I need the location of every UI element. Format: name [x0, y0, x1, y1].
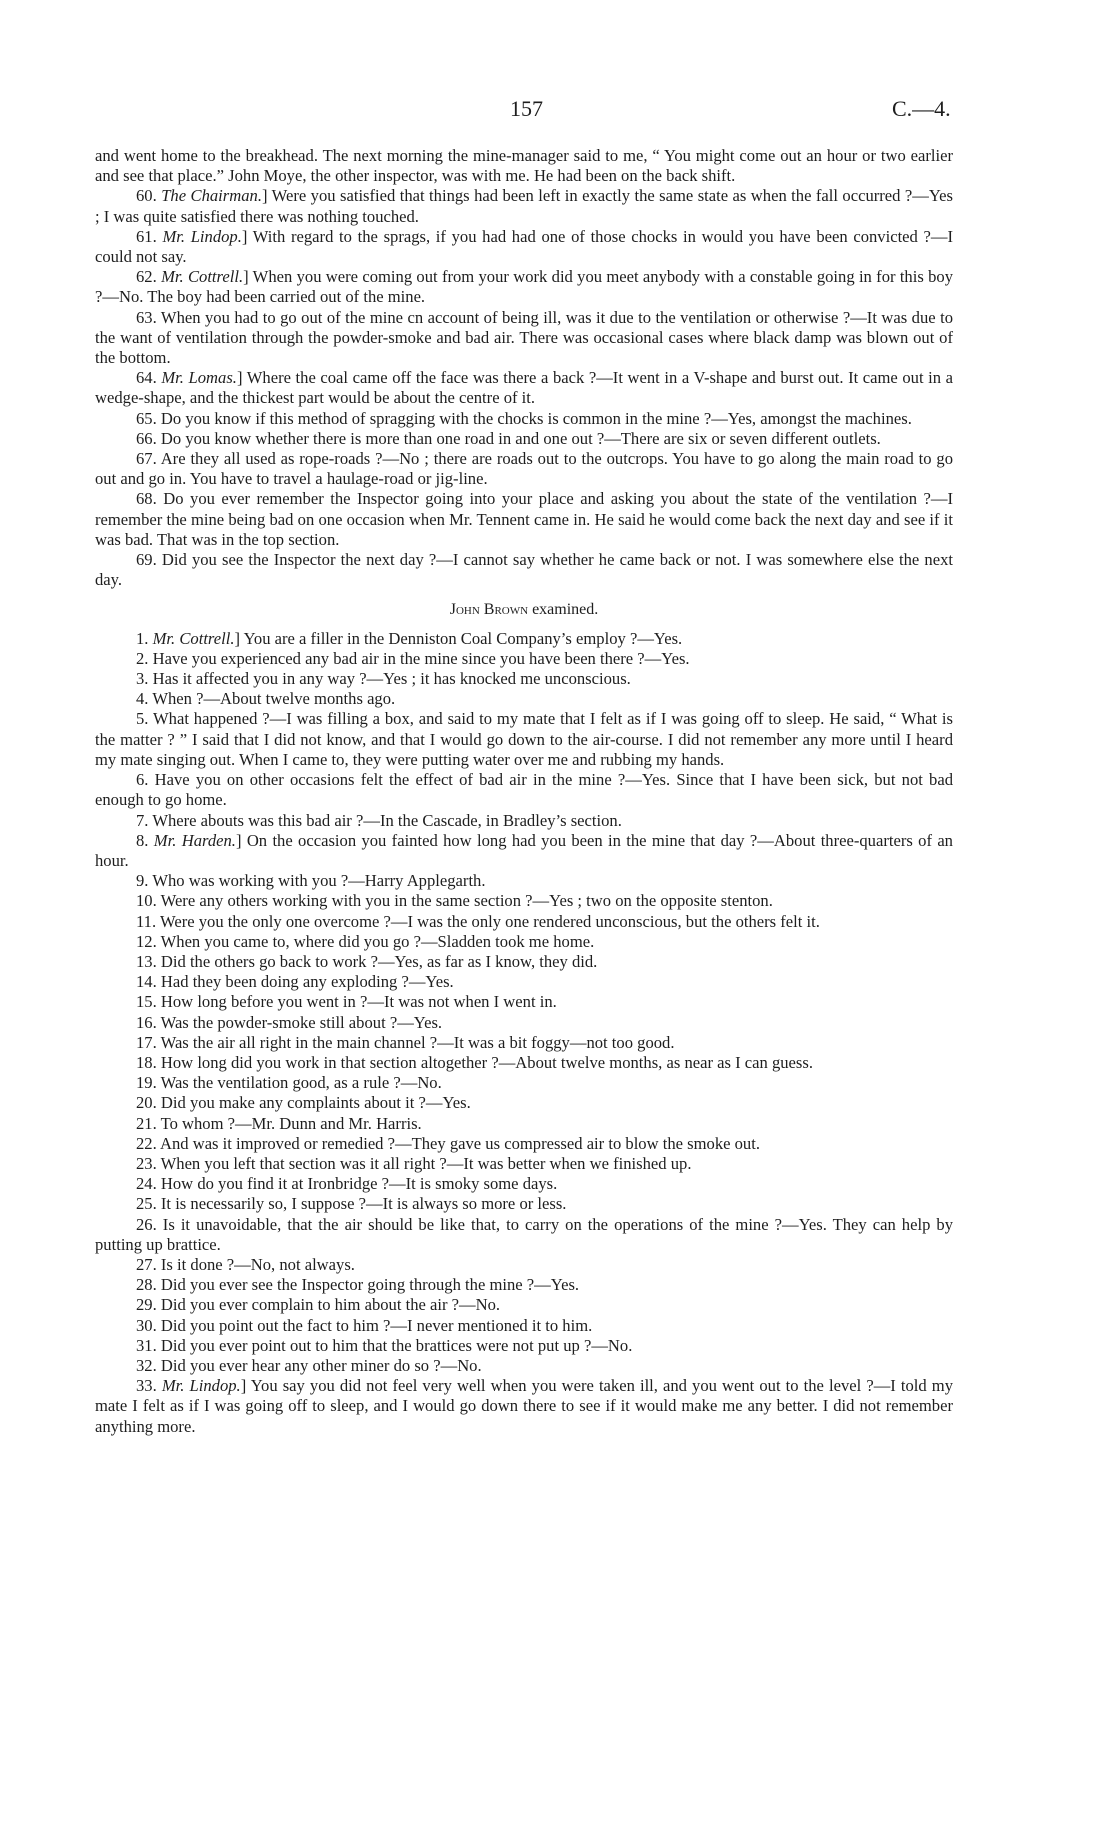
- question-paragraph: 33. Mr. Lindop.] You say you did not feel very well when you were taken ill, and you went out to the level ?—I told my mate I felt as if I was going off to sleep, and I would go down there to see if it would make me any better. I did not remember anything more.: [95, 1376, 954, 1436]
- body-text: [95, 146, 953, 1437]
- question-paragraph: [95, 409, 953, 429]
- question-text: How long did you work in that section altogether ?—About twelve months, as near as I can guess.: [160, 1052, 813, 1072]
- question-paragraph: [95, 1073, 953, 1093]
- question-paragraph: [95, 649, 953, 669]
- question-paragraph: [95, 972, 953, 992]
- speaker-name: The Chairman.: [161, 186, 262, 206]
- question-text: Were you satisfied that things had been left in exactly the same state as when the fall occurred ?—Yes ; I was quite satisfied there was nothing touched.: [95, 186, 954, 226]
- question-number: 10.: [136, 891, 157, 911]
- question-number: 62.: [136, 267, 157, 287]
- question-text: Is it unavoidable, that the air should be like that, to carry on the operations of the mine ?—Yes. They can help by putting up brattice.: [95, 1214, 954, 1254]
- question-paragraph: [95, 1154, 953, 1174]
- question-text: How do you find it at Ironbridge ?—It is smoky some days.: [160, 1174, 558, 1194]
- question-text: Are they all used as rope-roads ?—No ; there are roads out to the outcrops. You have to go along the main road to go out and go in. You have to travel a haulage-road or jig-line.: [95, 449, 953, 489]
- question-text: To whom ?—Mr. Dunn and Mr. Harris.: [160, 1113, 422, 1133]
- question-text: When you left that section was it all right ?—It was better when we finished up.: [160, 1153, 692, 1173]
- witness-suffix: examined.: [532, 601, 599, 619]
- question-paragraph: [95, 1033, 953, 1053]
- question-number: 12.: [136, 931, 157, 951]
- question-paragraph: 8. Mr. Harden.] On the occasion you fainted how long had you been in the mine that day ?—About three-quarters of an hour.: [95, 830, 953, 870]
- page-header: [0, 96, 1114, 126]
- question-paragraph: [95, 1174, 953, 1194]
- question-text: Who was working with you ?—Harry Applegarth.: [152, 871, 486, 891]
- question-number: 61.: [136, 226, 157, 246]
- question-text: Did you ever point out to him that the brattices were not put up ?—No.: [160, 1335, 633, 1355]
- question-number: 63.: [136, 307, 157, 327]
- speaker-name: Mr. Lindop.: [161, 1376, 241, 1396]
- question-paragraph: [95, 709, 953, 770]
- question-paragraph: 62. Mr. Cottrell.] When you were coming out from your work did you meet anybody with a constable going in for this boy ?—No. The boy had been carried out of the mine.: [95, 267, 953, 307]
- question-number: 9.: [136, 871, 149, 891]
- question-text: Do you know if this method of spragging with the chocks is common in the mine ?—Yes, amongst the machines.: [160, 408, 912, 428]
- question-text: Did you ever hear any other miner do so ?—No.: [160, 1355, 482, 1375]
- question-paragraph: [95, 1336, 953, 1356]
- question-number: 25.: [136, 1194, 157, 1214]
- speaker-name: Mr. Lomas.: [161, 368, 237, 388]
- question-number: 3.: [136, 669, 149, 689]
- question-text: Where abouts was this bad air ?—In the Cascade, in Bradley’s section.: [152, 810, 622, 830]
- question-text: Is it done ?—No, not always.: [160, 1254, 355, 1274]
- question-paragraph: [95, 1316, 953, 1336]
- witness-heading: [95, 600, 953, 620]
- question-text: Did you make any complaints about it ?—Yes.: [160, 1093, 471, 1113]
- question-number: 24.: [136, 1174, 157, 1194]
- question-number: 66.: [136, 428, 157, 448]
- question-text: When ?—About twelve months ago.: [152, 689, 396, 709]
- intro-paragraph: and went home to the breakhead. The next morning the mine-manager said to me, “ You might come out an hour or two earlier and see that place.” John Moye, the other inspector, was with me. He had been on the back shift.: [95, 146, 953, 186]
- question-number: 6.: [136, 770, 149, 790]
- question-number: 67.: [136, 449, 157, 469]
- question-paragraph: [95, 689, 953, 709]
- question-paragraph: [95, 1114, 953, 1134]
- speaker-name: Mr. Lindop.: [162, 226, 242, 246]
- question-paragraph: [95, 871, 953, 891]
- question-text: When you were coming out from your work did you meet anybody with a constable going in for this boy ?—No. The boy had been carried out of the mine.: [95, 267, 953, 307]
- question-number: 68.: [136, 489, 157, 509]
- question-paragraph: [95, 1093, 953, 1113]
- question-text: Has it affected you in any way ?—Yes ; it has knocked me unconscious.: [152, 669, 631, 689]
- question-number: 8.: [136, 830, 149, 850]
- question-text: Was the powder-smoke still about ?—Yes.: [160, 1012, 443, 1032]
- question-paragraph: [95, 669, 953, 689]
- question-number: 19.: [136, 1073, 157, 1093]
- question-paragraph: [95, 449, 953, 489]
- question-number: 15.: [136, 992, 157, 1012]
- question-text: Have you experienced any bad air in the mine since you have been there ?—Yes.: [152, 648, 690, 668]
- question-text: Do you know whether there is more than one road in and one out ?—There are six or seven different outlets.: [160, 428, 881, 448]
- question-paragraph: [95, 1356, 953, 1376]
- question-text: Did you point out the fact to him ?—I never mentioned it to him.: [160, 1315, 593, 1335]
- speaker-name: Mr. Harden.: [153, 830, 236, 850]
- question-number: 14.: [136, 972, 157, 992]
- question-text: When you had to go out of the mine cn account of being ill, was it due to the ventilation or otherwise ?—It was due to the want of ventilation through the powder-smoke and bad air. There was occasional cases where black damp was blown out of the bottom.: [95, 307, 953, 368]
- question-number: 17.: [136, 1032, 157, 1052]
- question-text: And was it improved or remedied ?—They gave us compressed air to blow the smoke out.: [159, 1133, 760, 1153]
- question-text: When you came to, where did you go ?—Sladden took me home.: [160, 931, 595, 951]
- question-number: 7.: [136, 810, 149, 830]
- question-paragraph: [95, 550, 953, 590]
- question-paragraph: [95, 1134, 953, 1154]
- first-examination-block: [95, 186, 953, 590]
- question-paragraph: [95, 1295, 953, 1315]
- question-number: 26.: [136, 1214, 157, 1234]
- page-number: 157: [510, 96, 543, 121]
- speaker-name: Mr. Cottrell.: [152, 628, 235, 648]
- question-text: You say you did not feel very well when you were taken ill, and you went out to the level ?—I told my mate I felt as if I was going off to sleep, and I would go down there to see if it would make me any better. I did not remember anything more.: [95, 1376, 954, 1436]
- question-paragraph: [95, 1255, 953, 1275]
- question-text: Were any others working with you in the same section ?—Yes ; two on the opposite stenton.: [160, 891, 773, 911]
- question-number: 20.: [136, 1093, 157, 1113]
- question-number: 69.: [136, 550, 157, 570]
- question-number: 18.: [136, 1052, 157, 1072]
- question-number: 29.: [136, 1295, 157, 1315]
- question-text: Was the air all right in the main channel ?—It was a bit foggy—not too good.: [160, 1032, 675, 1052]
- question-paragraph: [95, 1275, 953, 1295]
- question-number: 4.: [136, 689, 149, 709]
- question-number: 32.: [136, 1355, 157, 1375]
- question-paragraph: 64. Mr. Lomas.] Where the coal came off the face was there a back ?—It went in a V-shape and burst out. It came out in a wedge-shape, and the thickest part would be about the centre of it.: [95, 368, 954, 408]
- question-paragraph: [95, 308, 953, 369]
- document-reference: C.—4.: [892, 96, 951, 121]
- question-number: 30.: [136, 1315, 157, 1335]
- question-paragraph: [95, 992, 953, 1012]
- question-text: It is necessarily so, I suppose ?—It is always so more or less.: [160, 1194, 567, 1214]
- question-paragraph: [95, 952, 953, 972]
- question-text: Had they been doing any exploding ?—Yes.: [160, 972, 454, 992]
- question-number: 2.: [136, 648, 149, 668]
- question-paragraph: [95, 912, 953, 932]
- question-text: With regard to the sprags, if you had had one of those chocks in would you have been convicted ?—I could not say.: [95, 226, 953, 267]
- question-text: Do you ever remember the Inspector going into your place and asking you about the state of the ventilation ?—I remember the mine being bad on one occasion when Mr. Tennent came in. He said he would come back the next day and see if it was bad. That was in the top section.: [95, 489, 953, 549]
- witness-name: John Brown: [449, 601, 529, 619]
- question-text: Where the coal came off the face was there a back ?—It went in a V-shape and burst out. It came out in a wedge-shape, and the thickest part would be about the centre of it.: [95, 368, 954, 408]
- question-text: Did you ever see the Inspector going through the mine ?—Yes.: [160, 1275, 580, 1295]
- question-number: 21.: [136, 1113, 157, 1133]
- question-paragraph: 61. Mr. Lindop.] With regard to the sprags, if you had had one of those chocks in would you have been convicted ?—I could not say.: [95, 226, 953, 267]
- question-text: What happened ?—I was filling a box, and said to my mate that I felt as if I was going off to sleep. He said, “ What is the matter ? ” I said that I did not know, and that I would go down to the air-course. I did not remember any more until I heard my mate singing out. When I came to, they were putting water over me and rubbing my hands.: [95, 709, 953, 769]
- question-number: 5.: [136, 709, 149, 729]
- question-text: Did the others go back to work ?—Yes, as far as I know, they did.: [160, 951, 598, 971]
- question-number: 27.: [136, 1254, 157, 1274]
- question-paragraph: [95, 489, 953, 550]
- question-number: 64.: [136, 368, 157, 388]
- question-paragraph: 60. The Chairman.] Were you satisfied that things had been left in exactly the same state as when the fall occurred ?—Yes ; I was quite satisfied there was nothing touched.: [95, 186, 954, 226]
- question-number: 22.: [136, 1133, 157, 1153]
- question-paragraph: [95, 1194, 953, 1214]
- question-text: On the occasion you fainted how long had you been in the mine that day ?—About three-quarters of an hour.: [95, 830, 953, 870]
- question-number: 11.: [136, 911, 157, 931]
- question-text: You are a filler in the Denniston Coal Company’s employ ?—Yes.: [243, 628, 683, 648]
- question-number: 23.: [136, 1153, 157, 1173]
- question-paragraph: [95, 429, 953, 449]
- question-number: 13.: [136, 951, 157, 971]
- question-paragraph: [95, 891, 953, 911]
- question-paragraph: [95, 770, 953, 810]
- question-paragraph: [95, 1053, 953, 1073]
- question-paragraph: [95, 1013, 953, 1033]
- speaker-name: Mr. Cottrell.: [161, 267, 244, 287]
- question-text: How long before you went in ?—It was not when I went in.: [160, 992, 557, 1012]
- question-number: 1.: [136, 628, 149, 648]
- question-text: Was the ventilation good, as a rule ?—No.: [160, 1073, 442, 1093]
- question-number: 28.: [136, 1275, 157, 1295]
- question-text: Were you the only one overcome ?—I was the only one rendered unconscious, but the others felt it.: [160, 911, 820, 931]
- question-number: 65.: [136, 408, 157, 428]
- second-examination-block: [95, 629, 953, 1437]
- question-number: 16.: [136, 1012, 157, 1032]
- question-number: 33.: [136, 1376, 157, 1396]
- question-number: 60.: [136, 186, 157, 206]
- question-text: Have you on other occasions felt the effect of bad air in the mine ?—Yes. Since that I have been sick, but not bad enough to go home.: [95, 770, 954, 810]
- question-paragraph: [95, 932, 953, 952]
- question-text: Did you ever complain to him about the air ?—No.: [160, 1295, 501, 1315]
- question-paragraph: [95, 811, 953, 831]
- question-text: Did you see the Inspector the next day ?—I cannot say whether he came back or not. I was somewhere else the next day.: [95, 550, 953, 590]
- question-paragraph: [95, 1215, 953, 1255]
- question-number: 31.: [136, 1335, 157, 1355]
- question-paragraph: 1. Mr. Cottrell.] You are a filler in the Denniston Coal Company’s employ ?—Yes.: [136, 628, 683, 648]
